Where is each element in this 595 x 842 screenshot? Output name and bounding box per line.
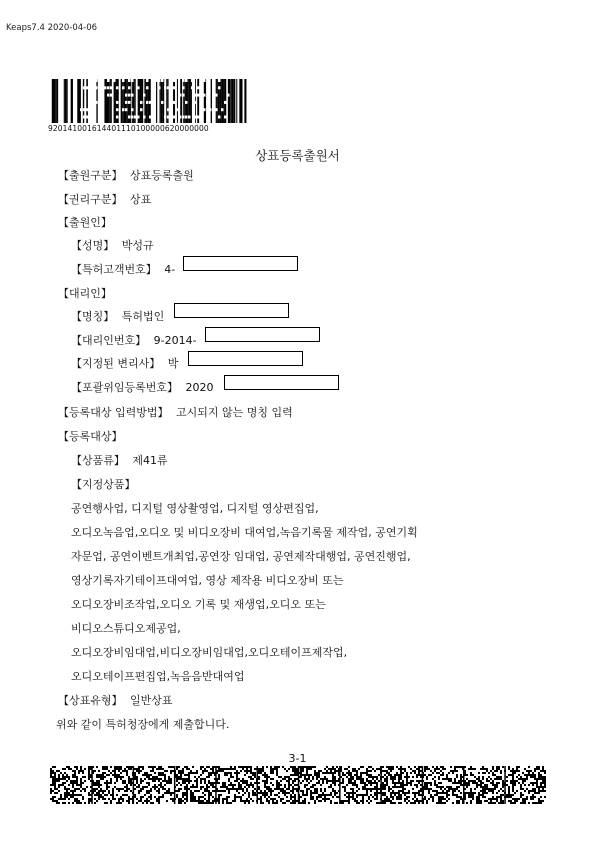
target-heading: 【등록대상】	[58, 430, 123, 443]
applicant-heading: 【출원인】	[58, 216, 112, 229]
attorney-row	[71, 355, 178, 371]
goods-line: 오디오장비조작업,오디오 기록 및 재생업,오디오 또는	[71, 598, 326, 611]
agent-no-label: 【대리인번호】	[71, 334, 147, 347]
goods-line: 오디오녹음업,오디오 및 비디오장비 대여업,녹음기록물 제작업, 공연기획	[71, 526, 418, 539]
application-type-value: 상표등록출원	[130, 169, 194, 182]
goods-line: 영상기록자기테이프대여업, 영상 제작용 비디오장비 또는	[71, 574, 344, 587]
applicant-name-row	[71, 237, 154, 253]
mark-type-value: 일반상표	[130, 694, 173, 707]
poa-row	[71, 379, 214, 395]
attorney-value: 박	[167, 357, 179, 370]
mark-type-row	[58, 692, 173, 708]
goods-line: 공연행사업, 디지털 영상촬영업, 디지털 영상편집업,	[71, 502, 319, 515]
application-type-row	[58, 167, 194, 183]
customer-no-value: 4-	[164, 263, 176, 276]
agent-firm-label: 【명칭】	[71, 310, 115, 323]
customer-no-label: 【특허고객번호】	[71, 263, 157, 276]
redaction-box	[224, 375, 339, 390]
input-method-label: 【등록대상 입력방법】	[58, 406, 169, 419]
goods-line: 오디오테이프편집업,녹음음반대여업	[71, 670, 245, 683]
input-method-row	[58, 404, 293, 420]
agent-firm-value: 특허법인	[121, 310, 165, 323]
barcode-number: 920141001614401110100000620000000	[48, 124, 209, 133]
document-title: 상표등록출원서	[255, 148, 340, 163]
application-type-label: 【출원구분】	[58, 169, 123, 182]
goods-class-label: 【상품류】	[71, 454, 125, 467]
bottom-2d-barcode	[50, 766, 546, 804]
goods-line: 오디오장비임대업,비디오장비임대업,오디오테이프제작업,	[71, 646, 348, 659]
redaction-box	[188, 351, 303, 366]
closing-statement: 위와 같이 특허청장에게 제출합니다.	[56, 718, 230, 731]
applicant-name-label: 【성명】	[71, 239, 115, 252]
poa-value: 2020	[185, 381, 214, 394]
poa-label: 【포괄위임등록번호】	[71, 381, 179, 394]
goods-class-row	[71, 452, 168, 468]
agent-heading: 【대리인】	[58, 287, 112, 300]
right-type-value: 상표	[130, 193, 152, 206]
top-barcode	[50, 79, 250, 123]
input-method-value: 고시되지 않는 명칭 입력	[176, 406, 293, 419]
agent-firm-row	[71, 308, 164, 324]
agent-no-row	[71, 332, 197, 348]
redaction-box	[205, 327, 320, 342]
redaction-box	[183, 256, 298, 271]
designated-goods-label: 【지정상품】	[71, 478, 136, 491]
mark-type-label: 【상표유형】	[58, 694, 123, 707]
right-type-row	[58, 191, 151, 207]
agent-no-value: 9-2014-	[153, 334, 197, 347]
applicant-name-value: 박성규	[121, 239, 154, 252]
customer-no-row	[71, 261, 175, 277]
goods-line: 비디오스튜디오제공업,	[71, 622, 181, 635]
page-number: 3-1	[288, 752, 307, 765]
redaction-box	[174, 303, 289, 318]
goods-class-value: 제41류	[132, 454, 168, 467]
goods-line: 자문업, 공연이벤트개최업,공연장 임대업, 공연제작대행업, 공연진행업,	[71, 550, 411, 563]
attorney-label: 【지정된 변리사】	[71, 357, 161, 370]
right-type-label: 【권리구분】	[58, 193, 123, 206]
software-version: Keaps7.4 2020-04-06	[6, 23, 98, 33]
